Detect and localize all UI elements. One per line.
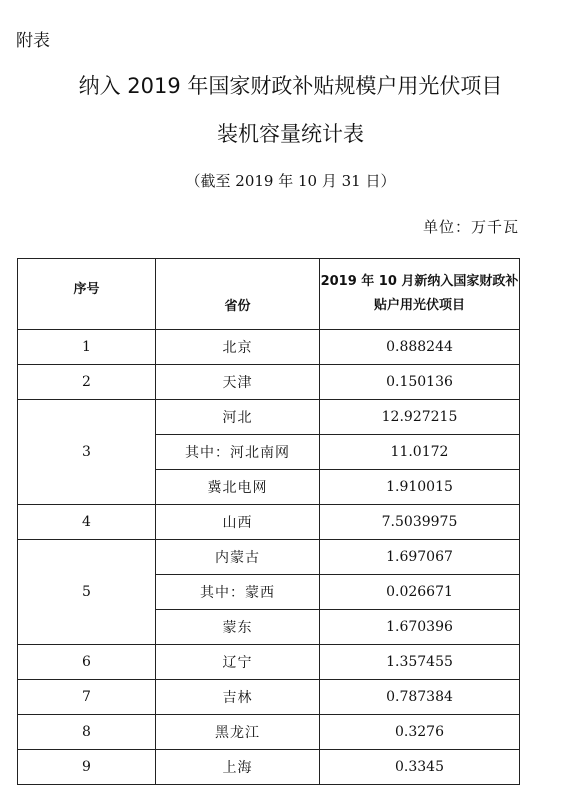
row-value: 0.150136 xyxy=(320,365,520,400)
table-row xyxy=(18,365,520,400)
row-value: 0.3345 xyxy=(320,750,520,785)
row-province: 辽宁 xyxy=(156,645,320,680)
table-row xyxy=(18,330,520,365)
row-value: 12.927215 xyxy=(320,400,520,435)
capacity-table xyxy=(17,258,520,785)
unit-label: 单位：万千瓦 xyxy=(422,218,519,236)
row-number: 8 xyxy=(18,715,156,750)
attachment-label: 附表 xyxy=(16,31,50,51)
document-title-line2: 装机容量统计表 xyxy=(217,122,364,146)
row-value: 0.3276 xyxy=(320,715,520,750)
row-number: 9 xyxy=(18,750,156,785)
row-province: 河北 xyxy=(156,400,320,435)
row-number: 5 xyxy=(18,540,156,645)
row-province: 其中：蒙西 xyxy=(156,575,320,610)
document-title: 纳入 2019 年国家财政补贴规模户用光伏项目 xyxy=(78,74,503,98)
row-number: 6 xyxy=(18,645,156,680)
table-row xyxy=(18,540,520,575)
row-value: 1.670396 xyxy=(320,610,520,645)
row-value: 7.5039975 xyxy=(320,505,520,540)
row-number: 3 xyxy=(18,400,156,505)
table-row xyxy=(18,680,520,715)
row-province: 黑龙江 xyxy=(156,715,320,750)
row-value: 1.357455 xyxy=(320,645,520,680)
row-province: 吉林 xyxy=(156,680,320,715)
row-number: 2 xyxy=(18,365,156,400)
cutoff-date: （截至 2019 年 10 月 31 日） xyxy=(185,172,396,190)
row-number: 4 xyxy=(18,505,156,540)
table-row xyxy=(18,505,520,540)
row-value: 0.026671 xyxy=(320,575,520,610)
table-row xyxy=(18,750,520,785)
row-province: 北京 xyxy=(156,330,320,365)
header-province: 省份 xyxy=(156,259,320,330)
row-province: 冀北电网 xyxy=(156,470,320,505)
row-province: 上海 xyxy=(156,750,320,785)
row-province: 内蒙古 xyxy=(156,540,320,575)
row-province: 天津 xyxy=(156,365,320,400)
row-province: 蒙东 xyxy=(156,610,320,645)
table-row xyxy=(18,715,520,750)
row-value: 1.910015 xyxy=(320,470,520,505)
row-value: 1.697067 xyxy=(320,540,520,575)
table-row xyxy=(18,400,520,435)
header-new-capacity: 2019 年 10 月新纳入国家财政补贴户用光伏项目 xyxy=(320,259,520,330)
row-value: 0.787384 xyxy=(320,680,520,715)
row-value: 11.0172 xyxy=(320,435,520,470)
row-number: 1 xyxy=(18,330,156,365)
header-serial-number: 序号 xyxy=(18,259,156,330)
table-header-row xyxy=(18,259,520,330)
row-province: 山西 xyxy=(156,505,320,540)
table-row xyxy=(18,645,520,680)
row-number: 7 xyxy=(18,680,156,715)
row-value: 0.888244 xyxy=(320,330,520,365)
row-province: 其中：河北南网 xyxy=(156,435,320,470)
